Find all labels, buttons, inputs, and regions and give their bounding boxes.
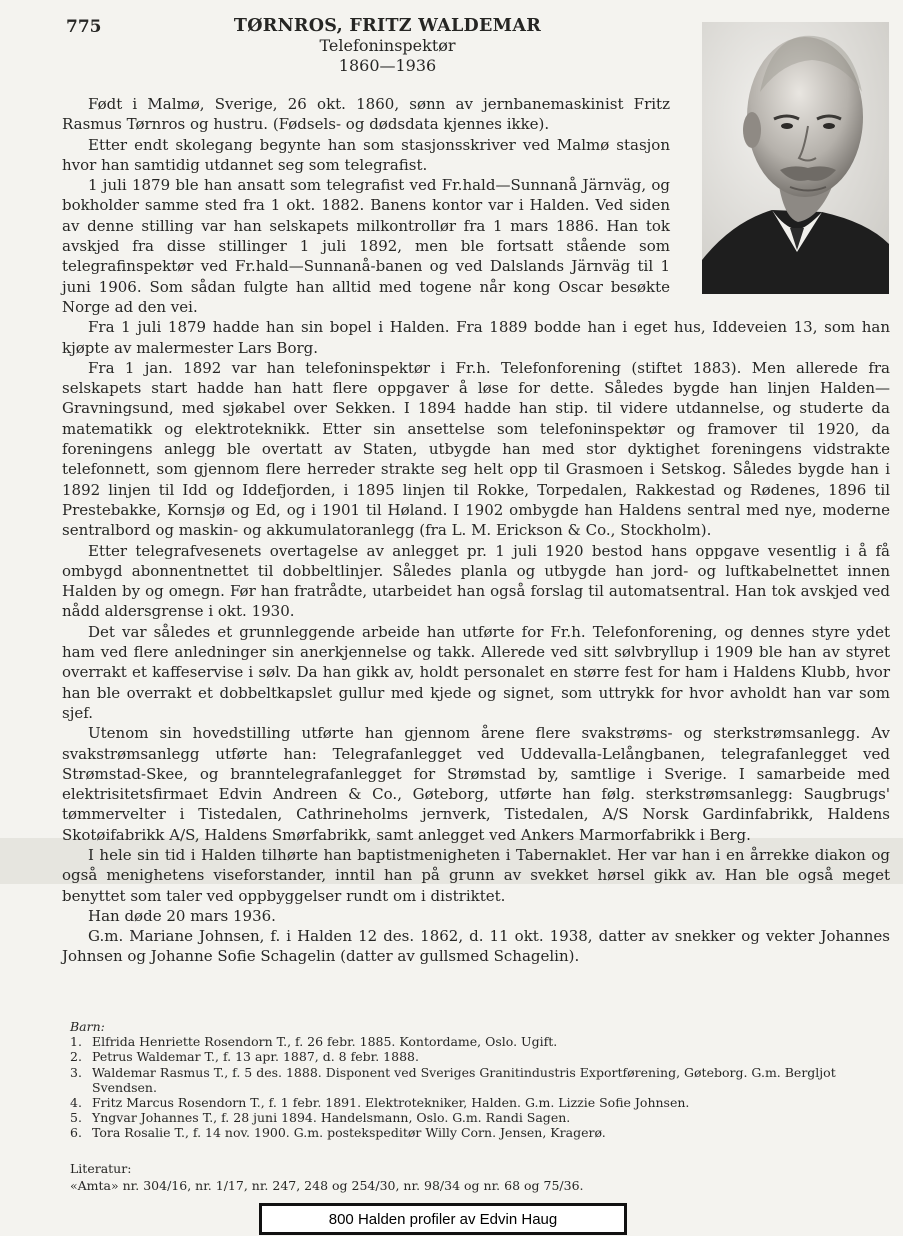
list-item (70, 1049, 890, 1064)
paragraph: Etter endt skolegang begynte han som stasjonsskriver ved Malmø stasjon hvor han samtidig utdannet seg som telegrafist. (62, 135, 670, 174)
paragraph: I hele sin tid i Halden tilhørte han baptistmenigheten i Tabernaklet. Her var han i en årrekke diakon og også menighetens viseforstander, inntil han på grunn av svekket hørsel gikk av. Han ble også meget benyttet som taler ved oppbyggelser rundt om i distriktet. (62, 845, 890, 905)
literature-label: Literatur: (70, 1161, 132, 1176)
biography-text (62, 94, 890, 967)
list-item-text: Yngvar Johannes T., f. 28 juni 1894. Handelsmann, Oslo. G.m. Randi Sagen. (92, 1110, 571, 1126)
list-item-text: Elfrida Henriette Rosendorn T., f. 26 febr. 1885. Kontordame, Oslo. Ugift. (92, 1034, 558, 1050)
list-item-text: Fritz Marcus Rosendorn T., f. 1 febr. 1891. Elektrotekniker, Halden. G.m. Lizzie Sofie Johnsen. (92, 1095, 690, 1111)
paragraph: Utenom sin hovedstilling utførte han gjennom årene flere svakstrøms- og sterkstrømsanlegg. Av svakstrømsanlegg utførte han: Telegrafanlegget ved Uddevalla-Lelångbanen, telegrafanlegget ved Strømstad-Skee, og branntelegrafanlegget for Strømstad by, samtlige i Sverige. I samarbeide med elektrisitetsfirmaet Edvin Andreen & Co., Gøteborg, utførte han følg. sterkstrømsanlegg: Saugbrugs' tømmervelter i Tistedalen, Cathrineholms jernverk, Tistedalen, A/S Norsk Gardinfabrikk, Haldens Skotøifabrikk A/S, Haldens Smørfabrikk, samt anlegget ved Ankers Marmorfabrikk i Berg. (62, 724, 890, 844)
paragraph: Fra 1 juli 1879 hadde han sin bopel i Halden. Fra 1889 bodde han i eget hus, Iddeveien 13, som han kjøpte av malermester Lars Borg. (62, 318, 890, 357)
list-item-text: Tora Rosalie T., f. 14 nov. 1900. G.m. postekspeditør Willy Corn. Jensen, Kragerø. (92, 1125, 606, 1141)
list-item-number: 3. (70, 1064, 82, 1080)
paragraph: Født i Malmø, Sverige, 26 okt. 1860, sønn av jernbanemaskinist Fritz Rasmus Tørnros og hustru. (Fødsels- og dødsdata kjennes ikke). (62, 95, 670, 134)
literature-text: «Amta» nr. 304/16, nr. 1/17, nr. 247, 248 og 254/30, nr. 98/34 og nr. 68 og 75/36. (70, 1178, 584, 1193)
paragraph: Det var således et grunnleggende arbeide han utførte for Fr.h. Telefonforening, og dennes styre ydet ham ved flere anledninger sin anerkjennelse og takk. Allerede ved sitt sølvbryllup i 1909 ble han av styret overrakt et kaffeservise i sølv. Da han gikk av, holdt personalet en større fest for ham i Haldens Klubb, hvor han ble overrakt et dobbeltkapslet gullur med kjede og signet, som uttrykk for hvor avholdt han var som sjef. (62, 622, 890, 722)
entry-years: 1860—1936 (338, 56, 437, 75)
list-item (70, 1065, 890, 1095)
children-list (70, 1019, 890, 1141)
list-item-number: 1. (70, 1034, 82, 1050)
literature-section (70, 1160, 890, 1194)
biography-wide-column (62, 317, 890, 967)
children-label: Barn: (70, 1019, 105, 1034)
entry-header (200, 16, 575, 76)
list-item (70, 1125, 890, 1140)
list-item-text: Waldemar Rasmus T., f. 5 des. 1888. Disponent ved Sveriges Granitindustris Exportførening, Gøteborg. G.m. Bergljot Svendsen. (92, 1064, 836, 1095)
paragraph: G.m. Mariane Johnsen, f. i Halden 12 des. 1862, d. 11 okt. 1938, datter av snekker og vekter Johannes Johnsen og Johanne Sofie Schagelin (datter av gullsmed Schagelin). (62, 927, 890, 966)
paragraph: Han døde 20 mars 1936. (88, 906, 276, 925)
list-item (70, 1034, 890, 1049)
list-item (70, 1110, 890, 1125)
list-item (70, 1095, 890, 1110)
list-item-number: 5. (70, 1110, 82, 1126)
entry-occupation: Telefoninspektør (319, 36, 456, 55)
list-item-text: Petrus Waldemar T., f. 13 apr. 1887, d. 8 febr. 1888. (92, 1049, 419, 1065)
source-caption: 800 Halden profiler av Edvin Haug (259, 1203, 627, 1235)
list-item-number: 2. (70, 1049, 82, 1065)
paragraph: Etter telegrafvesenets overtagelse av anlegget pr. 1 juli 1920 bestod hans oppgave vesentlig i å få ombygd abonnentnettet til dobbeltlinjer. Således planla og utbygde han jord- og luftkabelnettet innen Halden by og omegn. Før han fratrådte, utarbeidet han også forslag til automatsentral. Han tok avskjed ved nådd aldersgrense i okt. 1930. (62, 541, 890, 621)
paragraph: 1 juli 1879 ble han ansatt som telegrafist ved Fr.hald—Sunnanå Järnväg, og bokholder samme sted fra 1 okt. 1882. Banens kontor var i Halden. Ved siden av denne stilling var han selskapets milkontrollør fra 1 mars 1886. Han tok avskjed fra disse stillinger 1 juli 1892, men ble fortsatt stående som telegrafinspektør ved Fr.hald—Sunnanå-banen og ved Dalslands Järnväg til 1 juni 1906. Som sådan fulgte han alltid med togene når kong Oscar besøkte Norge ad den vei. (62, 176, 670, 316)
page-number: 775 (66, 17, 102, 37)
entry-name: TØRNROS, FRITZ WALDEMAR (233, 16, 542, 36)
list-item-number: 4. (70, 1095, 82, 1111)
list-item-number: 6. (70, 1125, 82, 1141)
biography-narrow-column (62, 94, 670, 317)
paragraph: Fra 1 jan. 1892 var han telefoninspektør i Fr.h. Telefonforening (stiftet 1883). Men allerede fra selskapets start hadde han hatt flere oppgaver å løse for dette. Således bygde han linjen Halden—Gravningsund, med sjøkabel over Sekken. I 1894 hadde han stip. til videre utdannelse, og studerte da matematikk og elektroteknikk. Etter sin ansettelse som telefoninspektør og framover til 1920, da foreningens anlegg ble overtatt av Staten, utbygde han med stor dyktighet foreningens vidstrakte telefonnett, som gjennom flere herreder strakte seg helt opp til Grasmoen i Setskog. Således bygde han i 1892 linjen til Idd og Iddefjorden, i 1895 linjen til Rokke, Torpedalen, Rakkestad og Rødenes, 1896 til Prestebakke, Kornsjø og Ed, og i 1901 til Høland. I 1902 ombygde han Haldens sentral med nye, moderne sentralbord og maskin- og akkumulatoranlegg (fra L. M. Erickson & Co., Stockholm). (62, 358, 890, 540)
